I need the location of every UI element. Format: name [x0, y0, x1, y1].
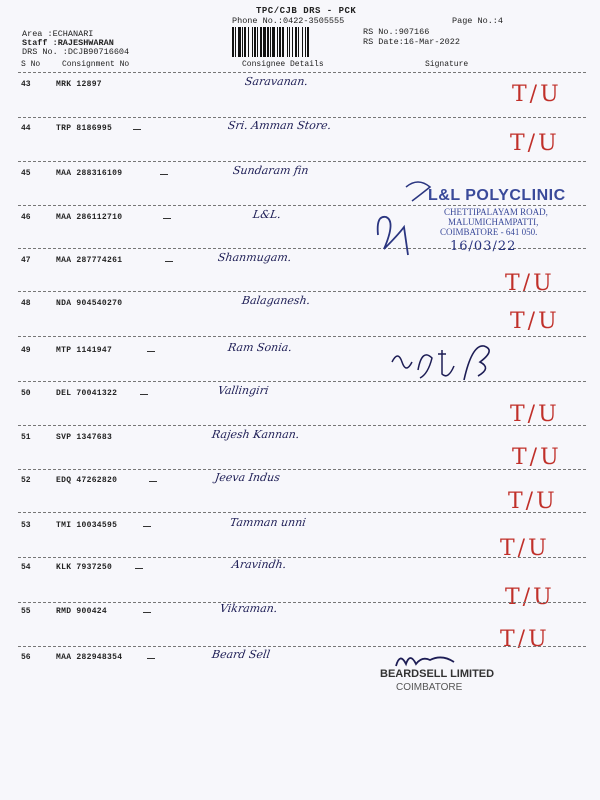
- row-sno: 48: [21, 299, 31, 308]
- polyclinic-date: 16/03/22: [450, 239, 517, 254]
- row-divider: [18, 381, 586, 382]
- row-consignment: KLK 7937250: [56, 563, 113, 572]
- header-divider: [18, 72, 586, 73]
- polyclinic-address-1: CHETTIPALAYAM ROAD,: [444, 207, 548, 217]
- row-consignment: MAA 287774261: [56, 256, 123, 265]
- row-divider: [18, 291, 586, 292]
- barcode-bar: [287, 27, 288, 57]
- table-row: [0, 294, 600, 339]
- row-consignee: Jeeva Indus: [214, 471, 281, 484]
- barcode-bar: [248, 27, 249, 57]
- col-sno: S No: [21, 60, 41, 69]
- barcode-bar: [238, 27, 241, 57]
- row-consignment: SVP 1347683: [56, 433, 113, 442]
- row-dash: [165, 261, 173, 262]
- row-dash: [163, 218, 171, 219]
- row-dash: [133, 129, 141, 130]
- row-dash: [149, 481, 157, 482]
- row-consignment: MAA 286112710: [56, 213, 123, 222]
- row-consignee: Beard Sell: [211, 648, 271, 661]
- row-dash: [135, 568, 143, 569]
- barcode-bar: [302, 27, 303, 57]
- table-row: [0, 428, 600, 473]
- table-row: [0, 119, 600, 164]
- row-signature: T/U: [500, 627, 550, 652]
- table-row: [0, 384, 600, 429]
- barcode-bar: [254, 27, 256, 57]
- barcode-bar: [267, 27, 269, 57]
- row-divider: [18, 425, 586, 426]
- row-consignee: Rajesh Kannan.: [211, 428, 301, 441]
- col-signature: Signature: [425, 60, 469, 69]
- row-divider: [18, 512, 586, 513]
- row-divider: [18, 646, 586, 647]
- barcode-bar: [257, 27, 258, 57]
- row-sno: 55: [21, 607, 31, 616]
- staff-label: Staff :RAJESHWARAN: [22, 38, 114, 48]
- row-divider: [18, 469, 586, 470]
- col-consignee: Consignee Details: [242, 60, 324, 69]
- barcode-bar: [279, 27, 281, 57]
- barcode-bar: [242, 27, 243, 57]
- polyclinic-address-3: COIMBATORE - 641 050.: [440, 227, 538, 237]
- row-dash: [140, 394, 148, 395]
- row-dash: [160, 174, 168, 175]
- barcode-bar: [263, 27, 266, 57]
- stamp-signature-icon: [376, 650, 536, 670]
- phone-number: Phone No.:0422-3505555: [232, 16, 345, 26]
- row-signature: T/U: [508, 489, 558, 514]
- row-consignee: Sri. Amman Store.: [227, 119, 333, 132]
- row-divider: [18, 602, 586, 603]
- row-signature: T/U: [510, 402, 560, 427]
- barcode-bar: [282, 27, 284, 57]
- row-signature: T/U: [510, 131, 560, 156]
- table-row: [0, 471, 600, 516]
- barcode-bar: [235, 27, 236, 57]
- row-consignee: Vallingiri: [217, 384, 270, 397]
- row-dash: [147, 658, 155, 659]
- row-consignee: Vikraman.: [219, 602, 279, 615]
- drs-number: DRS No. :DCJB90716604: [22, 47, 130, 57]
- row-consignment: TRP 8186995: [56, 124, 113, 133]
- row-divider: [18, 336, 586, 337]
- row-consignment: RMD 900424: [56, 607, 108, 616]
- barcode-bar: [298, 27, 299, 57]
- barcode-bar: [307, 27, 309, 57]
- row-signature: T/U: [512, 445, 562, 470]
- row-signature: T/U: [510, 309, 560, 334]
- row-consignee: Shanmugam.: [217, 251, 293, 264]
- barcode-bar: [289, 27, 290, 57]
- polyclinic-stamp: [368, 175, 578, 270]
- row-divider: [18, 161, 586, 162]
- row-sno: 56: [21, 653, 31, 662]
- row-consignment: MRK 12897: [56, 80, 102, 89]
- row-sno: 49: [21, 346, 31, 355]
- row-sno: 51: [21, 433, 31, 442]
- row-consignment: MAA 288316109: [56, 169, 123, 178]
- barcode-bar: [292, 27, 293, 57]
- row-consignment: MAA 282948354: [56, 653, 123, 662]
- row-consignment: EDQ 47262820: [56, 476, 118, 485]
- row-dash: [143, 526, 151, 527]
- row-consignee: L&L.: [252, 208, 282, 221]
- row-sno: 45: [21, 169, 31, 178]
- row-divider: [18, 117, 586, 118]
- beardsell-name: BEARDSELL LIMITED: [380, 668, 495, 680]
- beardsell-stamp: [376, 650, 536, 710]
- barcode-bar: [305, 27, 306, 57]
- table-row: [0, 75, 600, 120]
- beardsell-city: COIMBATORE: [396, 682, 463, 693]
- table-row: [0, 516, 600, 561]
- row-sno: 46: [21, 213, 31, 222]
- barcode-bar: [270, 27, 271, 57]
- table-row: [0, 602, 600, 652]
- row-consignee: Tamman unni: [229, 516, 307, 529]
- row-consignee: Saravanan.: [244, 75, 309, 88]
- barcode-bar: [244, 27, 246, 57]
- row-sno: 50: [21, 389, 31, 398]
- row-sno: 43: [21, 80, 31, 89]
- row-consignment: TMI 10034595: [56, 521, 118, 530]
- document-title: TPC/CJB DRS - PCK: [256, 6, 357, 16]
- row-consignee: Balaganesh.: [241, 294, 312, 307]
- row-sno: 44: [21, 124, 31, 133]
- row-sno: 52: [21, 476, 31, 485]
- row-consignee: Sundaram fin: [232, 164, 310, 177]
- row-sno: 54: [21, 563, 31, 572]
- handwritten-signature: [388, 340, 500, 388]
- page-number: Page No.:4: [452, 16, 504, 26]
- row-consignment: NDA 904540270: [56, 299, 123, 308]
- row-dash: [143, 612, 151, 613]
- table-row: [0, 341, 600, 386]
- row-consignment: DEL 70041322: [56, 389, 118, 398]
- polyclinic-name: L&L POLYCLINIC: [428, 187, 566, 204]
- polyclinic-address-2: MALUMICHAMPATTI,: [448, 217, 539, 227]
- barcode-bar: [277, 27, 278, 57]
- barcode: [232, 27, 354, 57]
- row-signature: T/U: [512, 82, 562, 107]
- row-consignment: MTP 1141947: [56, 346, 113, 355]
- row-signature: T/U: [505, 271, 555, 296]
- barcode-bar: [252, 27, 253, 57]
- row-signature: T/U: [500, 536, 550, 561]
- row-sno: 53: [21, 521, 31, 530]
- row-sno: 47: [21, 256, 31, 265]
- barcode-bar: [295, 27, 297, 57]
- row-divider: [18, 557, 586, 558]
- column-header-row: [0, 60, 600, 72]
- barcode-bar: [272, 27, 275, 57]
- col-consignment: Consignment No: [62, 60, 130, 69]
- rs-number: RS No.:907166: [363, 27, 430, 37]
- row-consignee: Ram Sonia.: [227, 341, 293, 354]
- row-signature: T/U: [505, 585, 555, 610]
- barcode-bar: [260, 27, 262, 57]
- area-label: Area :ECHANARI: [22, 29, 94, 39]
- rs-date: RS Date:16-Mar-2022: [363, 37, 460, 47]
- row-consignee: Aravindh.: [231, 558, 288, 571]
- barcode-bar: [232, 27, 234, 57]
- row-dash: [147, 351, 155, 352]
